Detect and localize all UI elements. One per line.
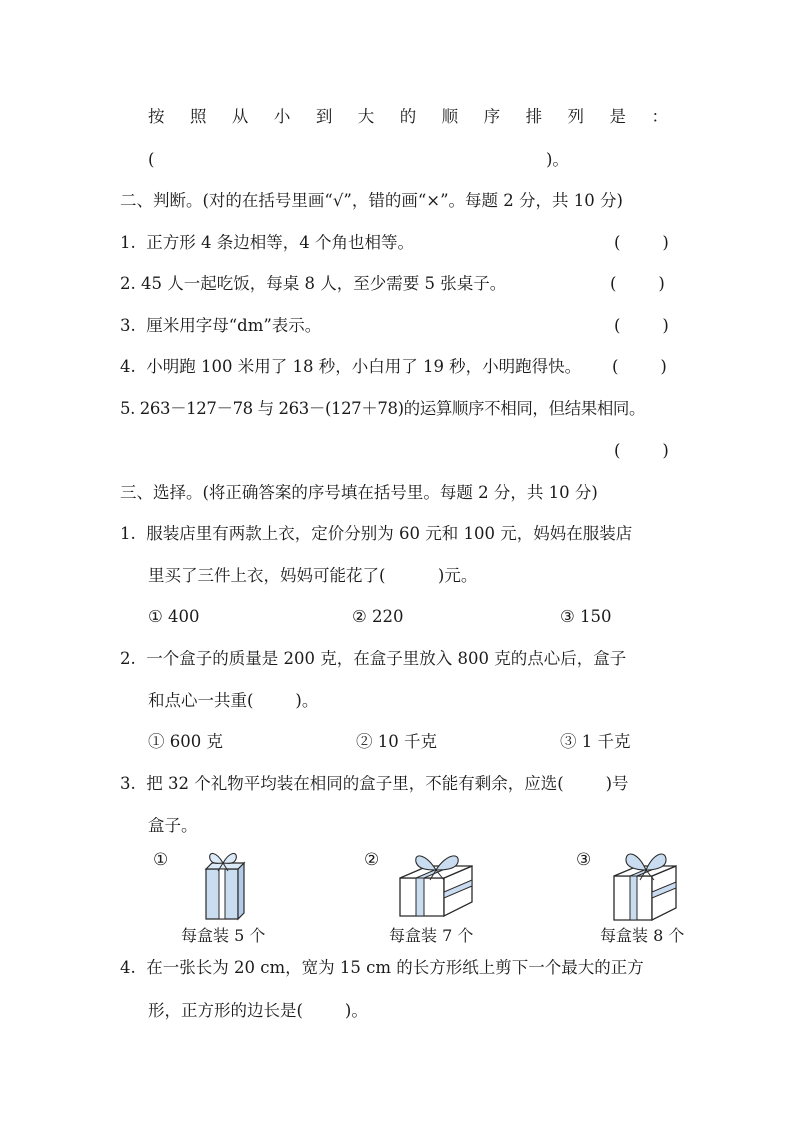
judge-answer-5[interactable]: ( ): [614, 441, 669, 460]
prompt-char: 顺: [441, 107, 459, 126]
prompt-char: 是: [609, 107, 626, 126]
judge-answer-2[interactable]: ( ): [610, 274, 665, 293]
prompt-char: ：: [651, 107, 668, 126]
prompt-char: 到: [315, 107, 333, 126]
prompt-char: 从: [231, 107, 249, 126]
answer-open-paren: (: [148, 150, 155, 169]
judge-item-5: 5. 263－127－78 与 263－(127＋78)的运算顺序不相同，但结果相同。: [120, 399, 646, 418]
gift-box-3-icon: [608, 846, 680, 922]
choice-q3-line1: 3. 把 32 个礼物平均装在相同的盒子里，不能有剩余，应选( )号: [120, 774, 629, 793]
gift-1-number[interactable]: ①: [153, 850, 169, 870]
choice-q4-line1: 4. 在一张长为 20 cm，宽为 15 cm 的长方形纸上剪下一个最大的正方: [120, 958, 644, 977]
gift-box-1-icon: [198, 843, 248, 921]
prompt-char: 序: [483, 107, 501, 126]
gift-box-2-icon: [396, 848, 476, 920]
prompt-char: 小: [273, 107, 291, 126]
judge-item-3: 3. 厘米用字母“dm”表示。: [120, 316, 322, 335]
prompt-char: 的: [399, 107, 417, 126]
ordering-prompt: [148, 106, 668, 128]
choice-q4-line2: 形，正方形的边长是( )。: [148, 1001, 368, 1020]
gift-3-number[interactable]: ③: [576, 850, 592, 870]
q1-option-3[interactable]: ③ 150: [560, 607, 612, 626]
prompt-char: 排: [525, 107, 543, 126]
choice-q2-line2: 和点心一共重( )。: [148, 691, 319, 710]
q2-option-2[interactable]: ② 10 千克: [356, 732, 437, 751]
prompt-char: 列: [567, 107, 585, 126]
q1-option-2[interactable]: ② 220: [352, 607, 404, 626]
section2-heading: 二、判断。(对的在括号里画“√”，错的画“×”。每题 2 分，共 10 分): [120, 191, 623, 210]
gift-2-number[interactable]: ②: [364, 850, 380, 870]
choice-q3-line2: 盒子。: [148, 816, 198, 835]
choice-q2-line1: 2. 一个盒子的质量是 200 克，在盒子里放入 800 克的点心后，盒子: [120, 649, 627, 668]
judge-answer-1[interactable]: ( ): [614, 233, 669, 252]
judge-item-2: 2. 45 人一起吃饭，每桌 8 人，至少需要 5 张桌子。: [120, 274, 507, 293]
prompt-char: 大: [357, 107, 375, 126]
choice-q1-line1: 1. 服装店里有两款上衣，定价分别为 60 元和 100 元，妈妈在服装店: [120, 524, 633, 543]
prompt-char: 按: [148, 107, 165, 126]
judge-answer-4[interactable]: ( ): [612, 357, 667, 376]
choice-q1-line2: 里买了三件上衣，妈妈可能花了( )元。: [148, 566, 478, 585]
answer-close-paren: )。: [546, 150, 569, 169]
prompt-char: 照: [189, 107, 207, 126]
q2-option-1[interactable]: ① 600 克: [148, 732, 223, 751]
judge-answer-3[interactable]: ( ): [614, 316, 669, 335]
q1-option-1[interactable]: ① 400: [148, 607, 200, 626]
gift-2-label: 每盒装 7 个: [389, 926, 474, 945]
judge-item-4: 4. 小明跑 100 米用了 18 秒，小白用了 19 秒，小明跑得快。: [120, 357, 582, 376]
judge-item-1: 1. 正方形 4 条边相等，4 个角也相等。: [120, 233, 414, 252]
q2-option-3[interactable]: ③ 1 千克: [560, 732, 631, 751]
gift-3-label: 每盒装 8 个: [600, 926, 685, 945]
section3-heading: 三、选择。(将正确答案的序号填在括号里。每题 2 分，共 10 分): [120, 483, 598, 502]
gift-1-label: 每盒装 5 个: [181, 926, 266, 945]
